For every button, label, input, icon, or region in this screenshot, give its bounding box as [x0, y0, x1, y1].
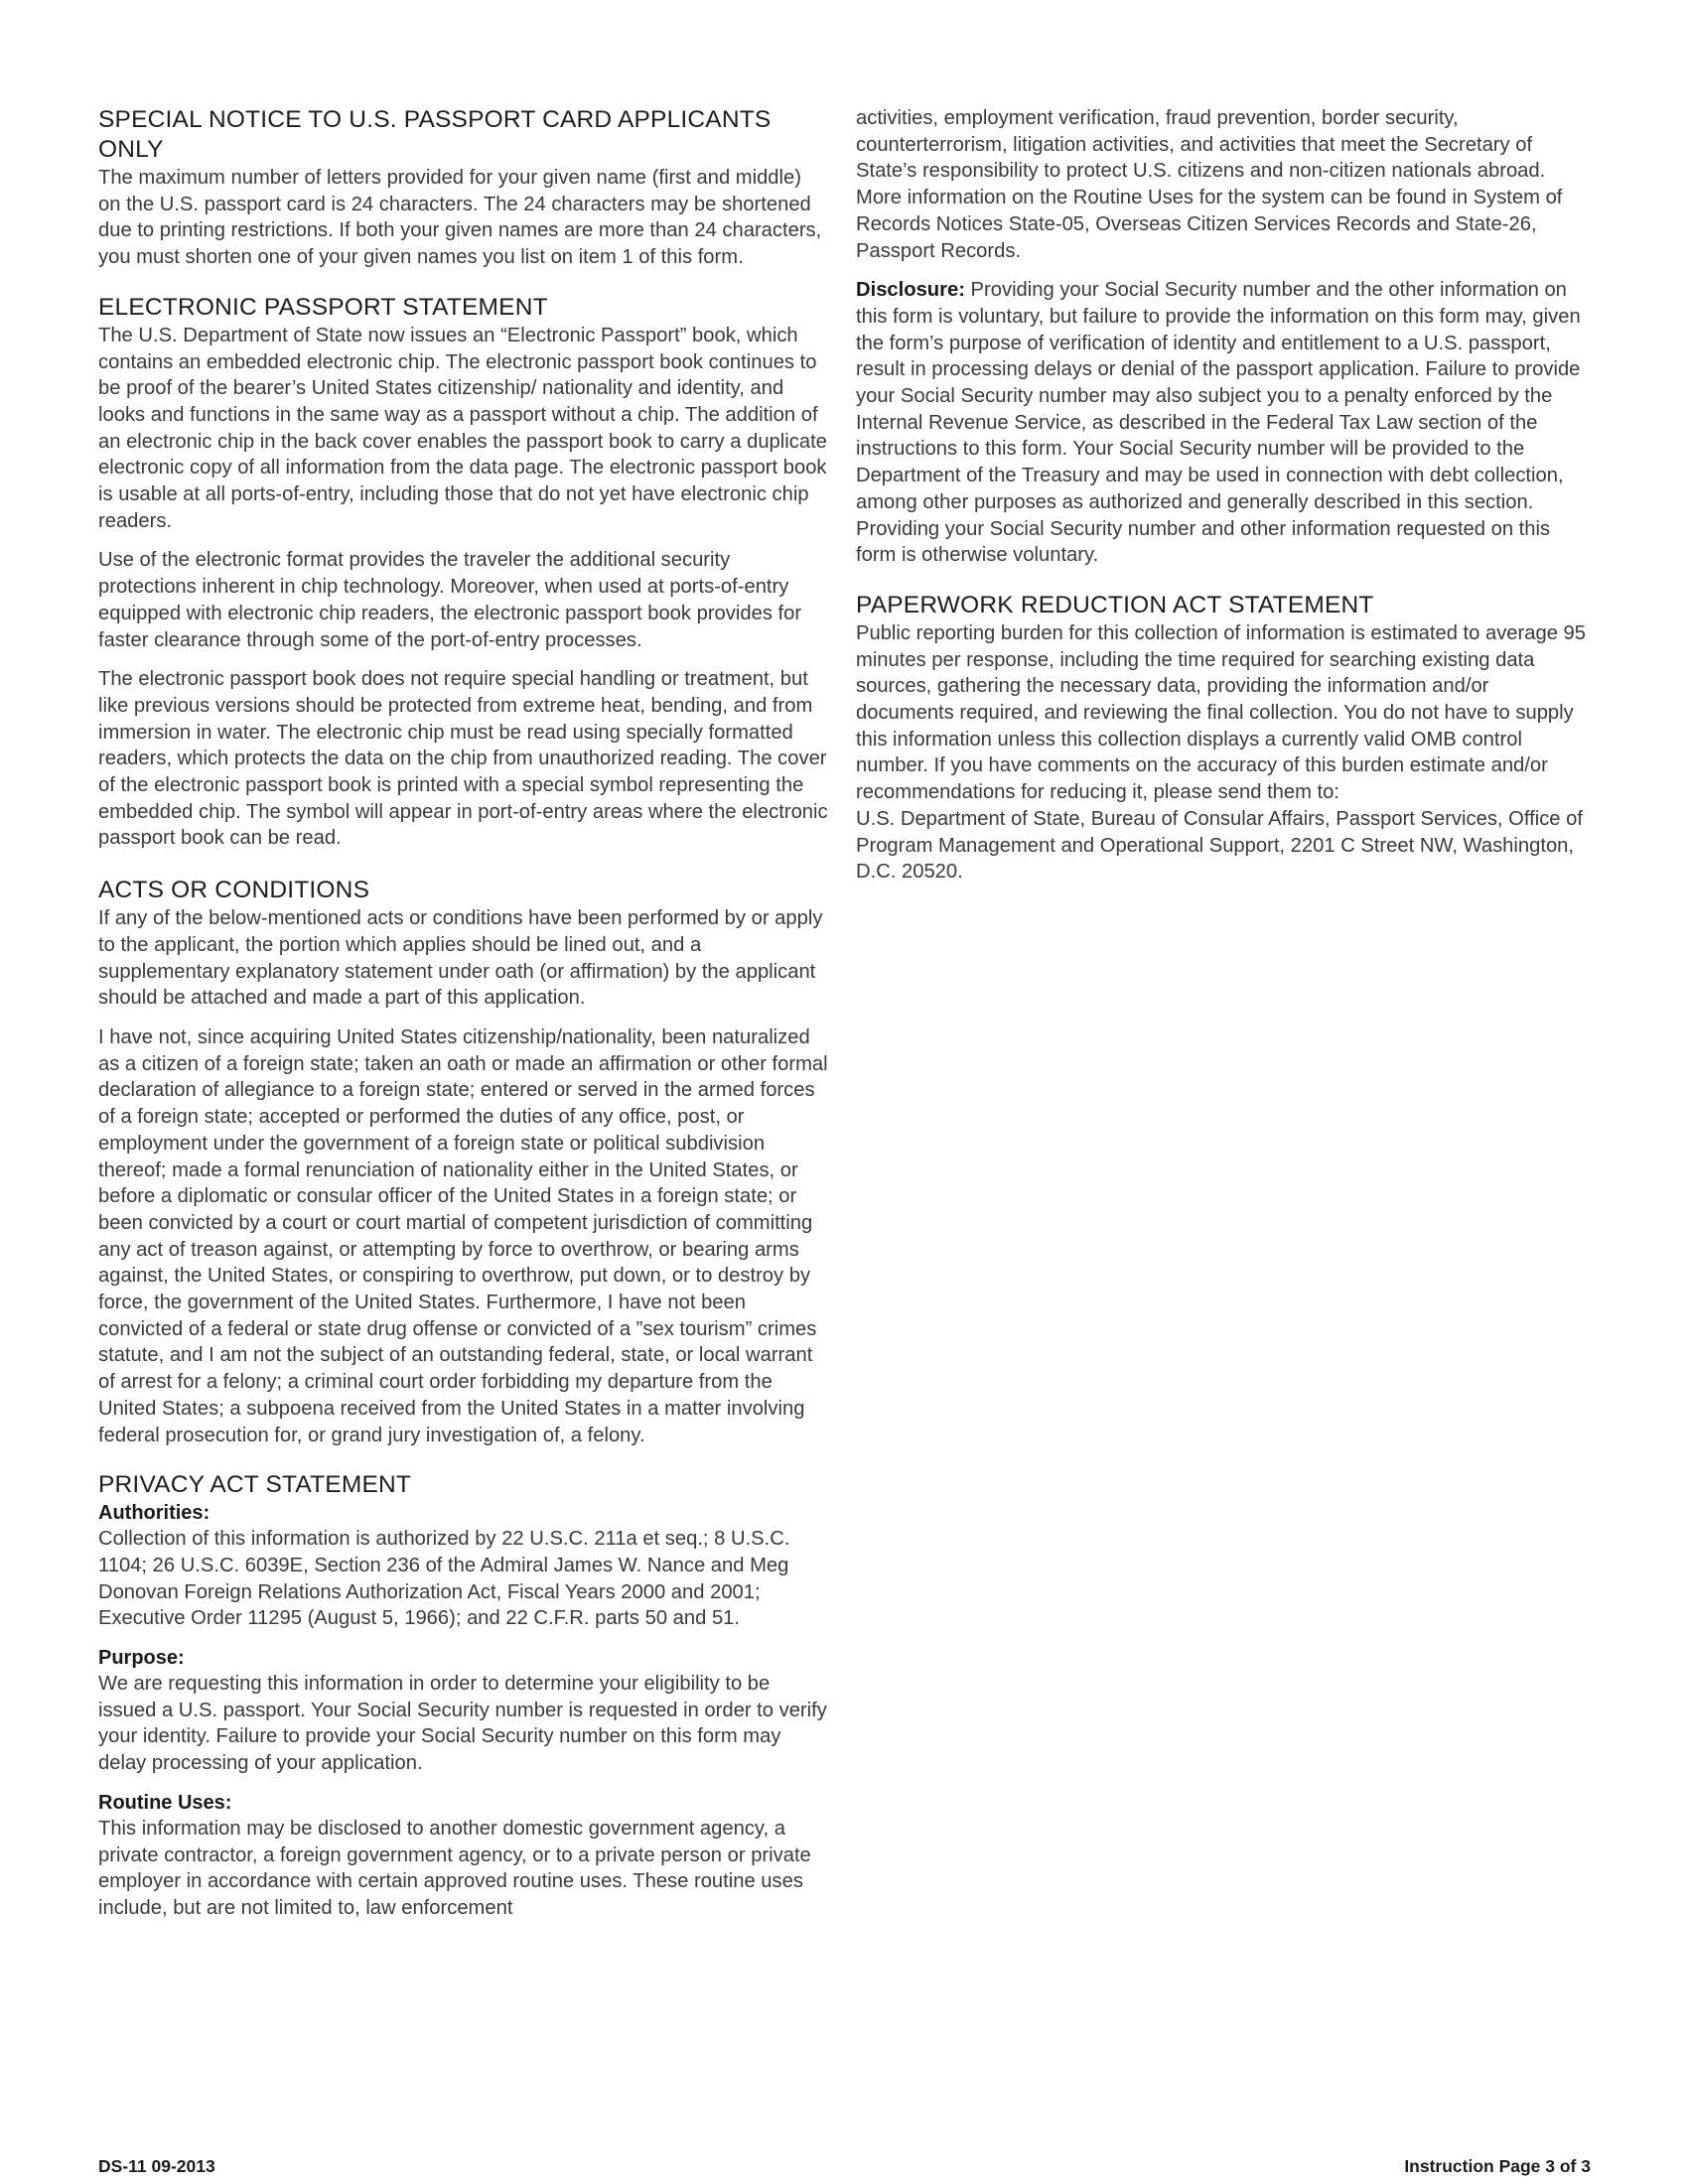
right-column	[856, 105, 1591, 886]
authorities-body: Collection of this information is authorized by 22 U.S.C. 211a et seq.; 8 U.S.C. 1104; 26 U.S.C. 6039E, Section 236 of the Admiral James W. Nance and Meg Donovan Foreign Relations Authorization Act, Fiscal Years 2000 and 2001; Executive Order 11295 (August 5, 1966); and 22 C.F.R. parts 50 and 51.	[98, 1528, 790, 1630]
electronic-passport-paragraph: The U.S. Department of State now issues an “Electronic Passport” book, which contains an embedded electronic chip. The electronic passport book continues to be proof of the bearer’s United States citizenship/ nationality and identity, and looks and functions in the same way as a passport without a chip. The addition of an electronic chip in the back cover enables the passport book to carry a duplicate electronic copy of all information from the data page. The electronic passport book is usable at all ports-of-entry, including those that do not yet have electronic chip readers.	[98, 324, 827, 532]
routine-uses-body: This information may be disclosed to another domestic government agency, a private contractor, a foreign government agency, or to a private person or private employer in accordance with certain approved routine uses. These routine uses include, but are not limited to, law enforcement	[98, 1817, 811, 1919]
electronic-passport-heading: ELECTRONIC PASSPORT STATEMENT	[98, 293, 548, 321]
routine-uses-label: Routine Uses:	[98, 1791, 232, 1814]
left-column	[98, 105, 828, 1922]
authorities-label: Authorities:	[98, 1502, 211, 1525]
special-notice-body: The maximum number of letters provided for your given name (first and middle) on the U.S. passport card is 24 characters. The 24 characters may be shortened due to printing restrictions. If both your given names are more than 24 characters, you must shorten one of your given names you list on item 1 of this form.	[98, 167, 822, 269]
special-notice-heading: SPECIAL NOTICE TO U.S. PASSPORT CARD APPLICANTS ONLY	[98, 106, 772, 163]
acts-conditions-heading: ACTS OR CONDITIONS	[98, 877, 370, 904]
form-id: DS-11 09-2013	[98, 2156, 215, 2176]
special-notice-section	[98, 105, 828, 271]
disclosure-body: Providing your Social Security number and the other information on this form is voluntary, but failure to provide the information on this form may, given the form’s purpose of verification of identity and entitlement to a U.S. passport, result in processing delays or denial of the passport application. Failure to provide your Social Security number may also subject you to a penalty enforced by the Internal Revenue Service, as described in the Federal Tax Law section of the instructions to this form. Your Social Security number will be provided to the Department of the Treasury and may be used in connection with debt collection, among other purposes as authorized and generally described in this section. Providing your Social Security number and other information requested on this form is otherwise voluntary.	[856, 279, 1581, 567]
paperwork-heading: PAPERWORK REDUCTION ACT STATEMENT	[856, 591, 1374, 618]
electronic-passport-paragraph: Use of the electronic format provides the traveler the additional security protections inherent in chip technology. Moreover, when used at ports-of-entry equipped with electronic chip readers, the electronic passport book provides for faster clearance through some of the port-of-entry processes.	[98, 549, 802, 651]
electronic-passport-section	[98, 293, 828, 852]
acts-conditions-paragraph: I have not, since acquiring United States citizenship/nationality, been naturalized as a citizen of a foreign state; taken an oath or made an affirmation or other formal declaration of allegiance to a foreign state; entered or served in the armed forces of a foreign state; accepted or performed the duties of any office, post, or employment under the government of a foreign state or political subdivision thereof; made a formal renunciation of nationality either in the United States, or before a diplomatic or consular officer of the United States in a foreign state; or been convicted by a court or court martial of competent jurisdiction of committing any act of treason against, or attempting by force to overthrow, or bearing arms against, the United States, or conspiring to overthrow, put down, or to destroy by force, the government of the United States. Furthermore, I have not been convicted of a federal or state drug offense or convicted of a ”sex tourism” crimes statute, and I am not the subject of an outstanding federal, state, or local warrant of arrest for a felony; a criminal court order forbidding my departure from the United States; a subpoena received from the United States in a matter involving federal prosecution for, or grand jury investigation of, a felony.	[98, 1025, 828, 1446]
page-number: Instruction Page 3 of 3	[1404, 2156, 1591, 2176]
disclosure-paragraph	[856, 277, 1591, 569]
privacy-act-heading: PRIVACY ACT STATEMENT	[98, 1471, 412, 1499]
paperwork-section	[856, 591, 1591, 886]
acts-conditions-section	[98, 876, 828, 1448]
paperwork-address: U.S. Department of State, Bureau of Consular Affairs, Passport Services, Office of Program Management and Operational Support, 2201 C Street NW, Washington, D.C. 20520.	[856, 807, 1583, 884]
disclosure-label: Disclosure:	[856, 279, 965, 302]
purpose-body: We are requesting this information in order to determine your eligibility to be issued a U.S. passport. Your Social Security number is requested in order to verify your identity. Failure to provide your Social Security number on this form may delay processing of your application.	[98, 1673, 827, 1775]
paperwork-body: Public reporting burden for this collection of information is estimated to average 95 minutes per response, including the time required for searching existing data sources, gathering the necessary data, providing the information and/or documents required, and reviewing the final collection. You do not have to supply this information unless this collection displays a currently valid OMB control number. If you have comments on the accuracy of this burden estimate and/or recommendations for reducing it, please send them to:	[856, 621, 1587, 804]
routine-uses-continued: activities, employment verification, fraud prevention, border security, counterterrorism, litigation activities, and activities that meet the Secretary of State’s responsibility to protect U.S. citizens and non-citizen nationals abroad. More information on the Routine Uses for the system can be found in System of Records Notices State-05, Overseas Citizen Services Records and State-26, Passport Records.	[856, 107, 1563, 262]
acts-conditions-paragraph: If any of the below-mentioned acts or conditions have been performed by or apply to the applicant, the portion which applies should be lined out, and a supplementary explanatory statement under oath (or affirmation) by the applicant should be attached and made a part of this application.	[98, 907, 823, 1010]
purpose-label: Purpose:	[98, 1647, 185, 1670]
electronic-passport-paragraph: The electronic passport book does not require special handling or treatment, but like previous versions should be protected from extreme heat, bending, and from immersion in water. The electronic chip must be read using specially formatted readers, which protects the data on the chip from unauthorized reading. The cover of the electronic passport book is printed with a special symbol representing the embedded chip. The symbol will appear in port-of-entry areas where the electronic passport book can be read.	[98, 668, 828, 850]
privacy-act-section	[98, 1470, 828, 1921]
